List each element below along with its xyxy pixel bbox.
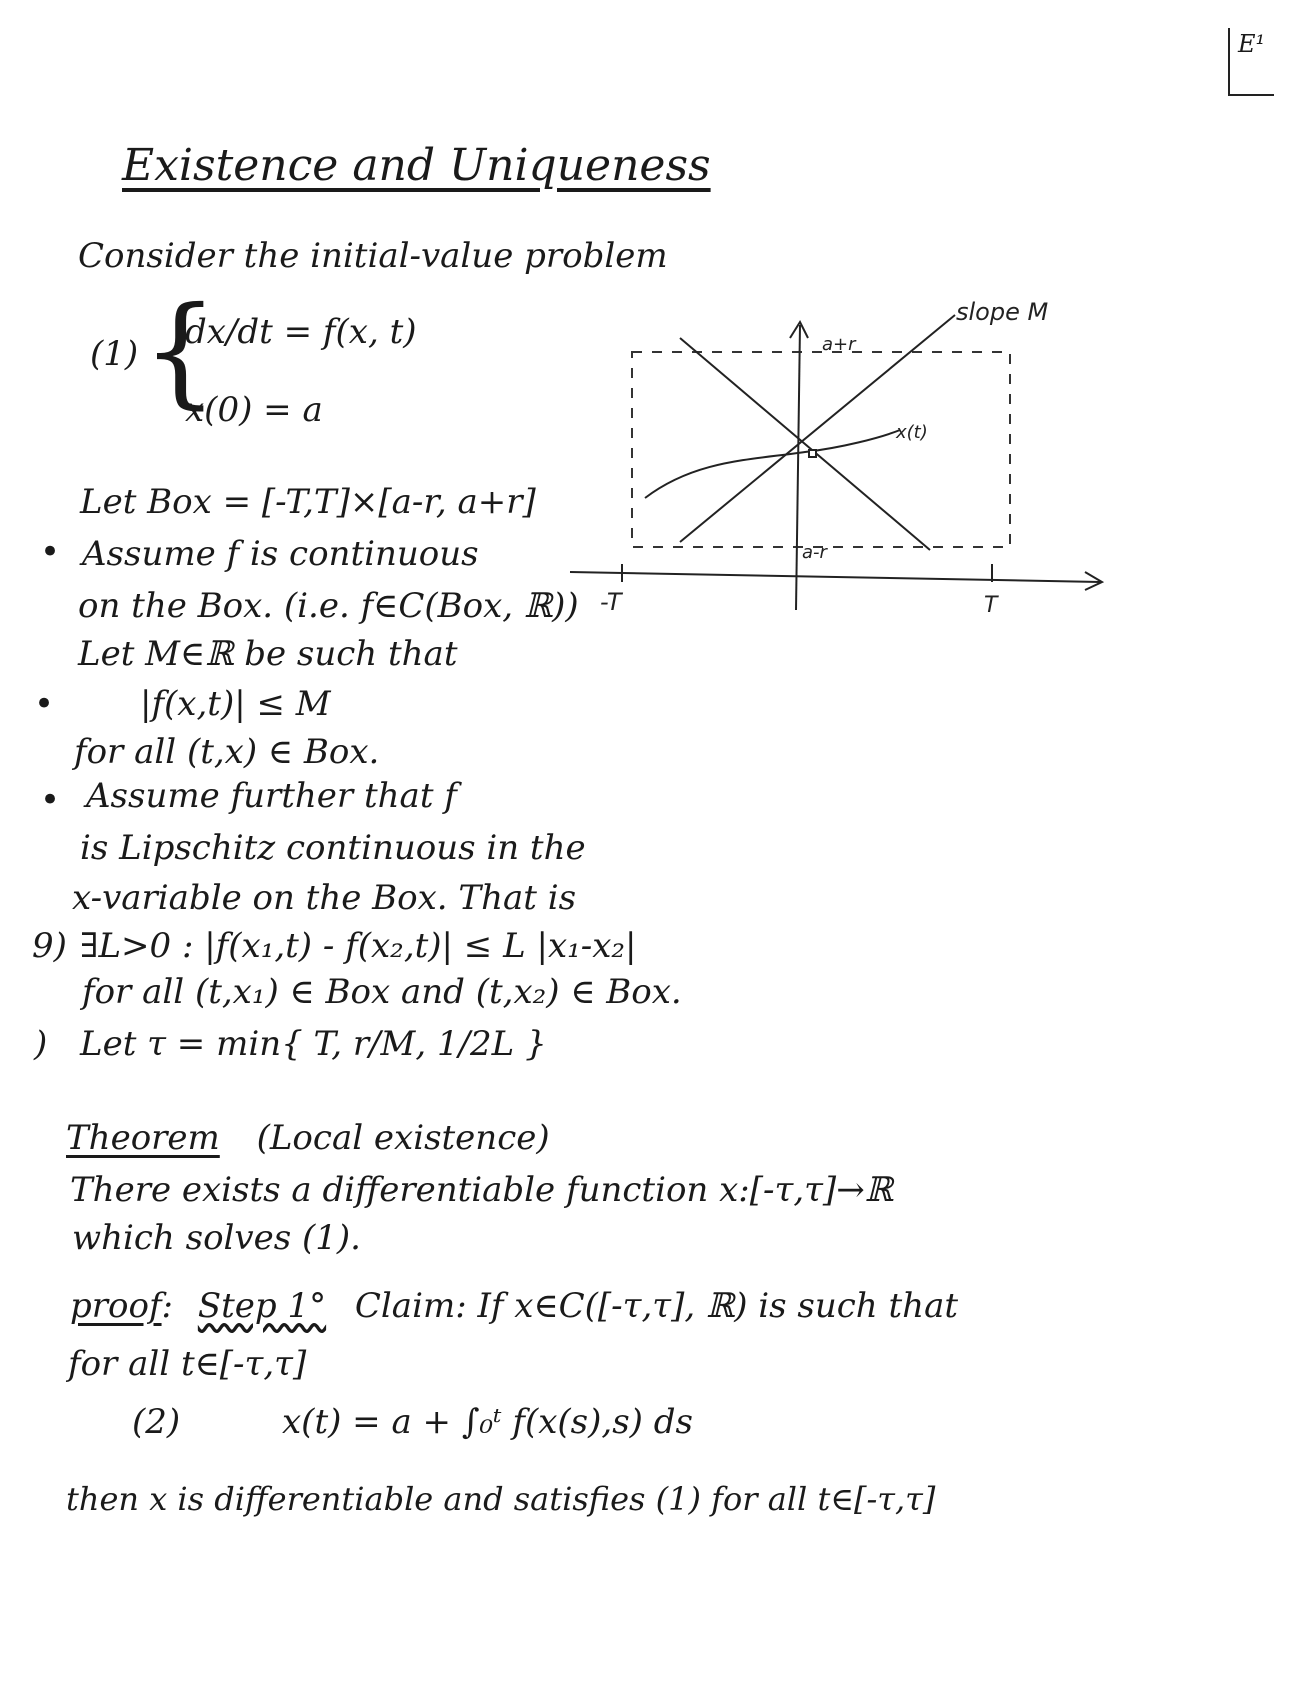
eq1-ode: dx/dt = f(x, t) [185, 312, 417, 352]
proof-claim: Claim: If x∈C([-τ,τ], ℝ) is such that [354, 1286, 959, 1326]
theorem-line-2: which solves (1). [72, 1218, 361, 1258]
lip-prefix: 9) [32, 926, 67, 966]
assume-lip-line-1: Assume further that f [86, 776, 457, 816]
for-all-box-line: for all (t,x) ∈ Box. [74, 732, 380, 772]
right-tick-label: T [984, 593, 998, 618]
eq1-label: (1) [90, 334, 139, 374]
assume-cont-line-2: on the Box. (i.e. f∈C(Box, ℝ)) [78, 586, 579, 626]
assume-lip-line-2: is Lipschitz continuous in the [80, 828, 586, 868]
bullet-3: • [40, 780, 61, 820]
slope-label: slope M [956, 298, 1049, 326]
assume-lip-line-3: x-variable on the Box. That is [72, 878, 577, 918]
proof-colon: : [161, 1286, 174, 1326]
let-tau-line: Let τ = min{ T, r/M, 1/2L } [80, 1024, 547, 1064]
page-title: Existence and Uniqueness [122, 140, 711, 191]
intro-line: Consider the initial-value problem [78, 236, 668, 276]
bullet-1: • [40, 532, 61, 572]
assume-cont-line-1: Assume f is continuous [82, 534, 479, 574]
corner-label: E¹ [1238, 30, 1266, 58]
x-axis [796, 325, 800, 610]
lipschitz-condition: ∃L>0 : |f(x₁,t) - f(x₂,t)| ≤ L |x₁-x₂| [80, 926, 637, 966]
solution-curve [645, 430, 900, 498]
let-tau-prefix: ) [34, 1024, 48, 1064]
eq2: x(t) = a + ∫₀ᵗ f(x(s),s) ds [282, 1402, 693, 1442]
eq1-initial: x(0) = a [185, 390, 323, 430]
let-box-line: Let Box = [-T,T]×[a-r, a+r] [80, 482, 536, 522]
let-m-line: Let M∈ℝ be such that [78, 634, 458, 674]
theorem-subtitle: (Local existence) [256, 1118, 550, 1158]
lipschitz-for-all: for all (t,x₁) ∈ Box and (t,x₂) ∈ Box. [82, 972, 682, 1012]
page-corner-mark [1228, 28, 1274, 96]
initial-point [809, 450, 816, 457]
proof-step: Step 1° [197, 1286, 327, 1326]
theorem-heading-row [66, 1118, 550, 1158]
proof-for-all: for all t∈[-τ,τ] [68, 1344, 307, 1384]
proof-row [70, 1286, 958, 1326]
theorem-line-1: There exists a differentiable function x:[-τ,τ]→ℝ [70, 1170, 893, 1210]
slope-line-negative [680, 338, 930, 550]
left-tick-label: -T [600, 588, 622, 616]
curve-label: x(t) [896, 422, 928, 443]
eq1-brace: { [142, 282, 219, 421]
bottom-label: a-r [802, 542, 827, 563]
proof-label: proof [70, 1286, 162, 1326]
t-axis [570, 572, 1100, 582]
box-diagram [600, 298, 1160, 640]
top-label: a+r [822, 334, 856, 355]
proof-conclusion: then x is differentiable and satisfies (1) for all t∈[-τ,τ] [66, 1480, 936, 1518]
eq2-label: (2) [132, 1402, 181, 1442]
bullet-2: • [34, 684, 55, 724]
bound-line: |f(x,t)| ≤ M [140, 684, 331, 724]
theorem-heading: Theorem [66, 1118, 220, 1158]
